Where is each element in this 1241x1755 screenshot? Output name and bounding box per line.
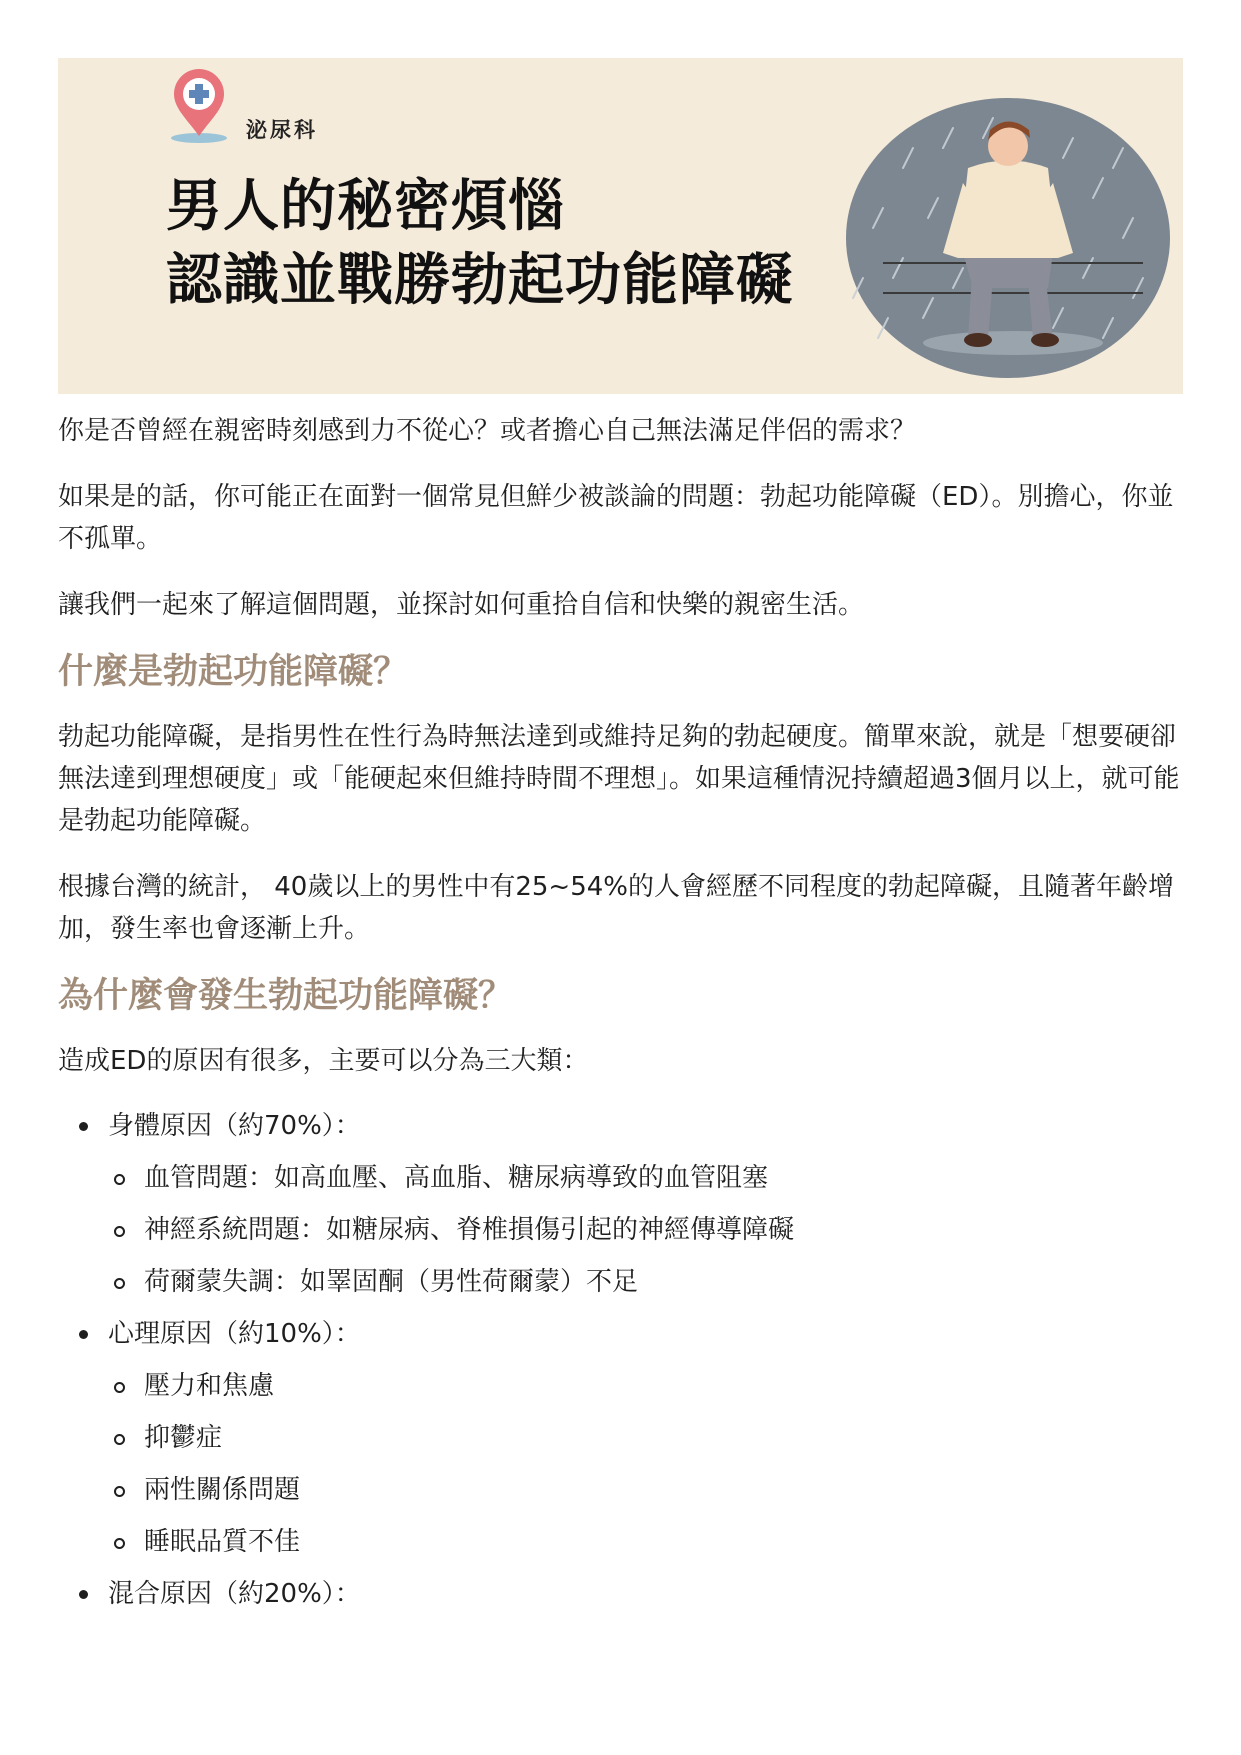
causes-list [58, 1100, 1183, 1620]
section-heading-what-is-ed: 什麼是勃起功能障礙？ [58, 652, 409, 692]
article-body [58, 410, 1183, 1620]
section-heading-why-ed: 為什麼會發生勃起功能障礙？ [58, 976, 514, 1016]
cause-label: 混合原因（約20%）： [108, 1579, 361, 1609]
list-item: 抑鬱症 [108, 1412, 1183, 1464]
causes-intro: 造成ED的原因有很多，主要可以分為三大類： [58, 1046, 589, 1076]
title-line-1: 男人的秘密煩惱 [166, 174, 565, 239]
intro-paragraph-2: 如果是的話，你可能正在面對一個常見但鮮少被談論的問題：勃起功能障礙（ED）。別擔心，你並不孤單。 [58, 482, 1174, 554]
page-title [166, 170, 793, 318]
definition-paragraph: 勃起功能障礙，是指男性在性行為時無法達到或維持足夠的勃起硬度。簡單來說，就是「想要硬卻無法達到理想硬度」或「能硬起來但維持時間不理想」。如果這種情況持續超過3個月以上，就可能是勃起功能障礙。 [58, 722, 1180, 836]
cause-label: 心理原因（約10%）： [108, 1319, 361, 1349]
intro-paragraph-3: 讓我們一起來了解這個問題，並探討如何重拾自信和快樂的親密生活。 [58, 590, 865, 620]
list-item: 血管問題：如高血壓、高血脂、糖尿病導致的血管阻塞 [108, 1152, 1183, 1204]
sub-list [108, 1152, 1183, 1308]
list-item [58, 1308, 1183, 1568]
cause-label: 身體原因（約70%）： [108, 1111, 361, 1141]
list-item [58, 1568, 1183, 1620]
sad-man-in-rain-illustration [843, 88, 1173, 378]
department-label: 泌尿科 [246, 118, 318, 142]
list-item: 睡眠品質不佳 [108, 1516, 1183, 1568]
intro-paragraph-1: 你是否曾經在親密時刻感到力不從心？或者擔心自己無法滿足伴侶的需求？ [58, 416, 917, 446]
statistics-paragraph: 根據台灣的統計， 40歲以上的男性中有25~54%的人會經歷不同程度的勃起障礙，且隨著年齡增加，發生率也會逐漸上升。 [58, 872, 1175, 944]
list-item: 兩性關係問題 [108, 1464, 1183, 1516]
list-item: 神經系統問題：如糖尿病、脊椎損傷引起的神經傳導障礙 [108, 1204, 1183, 1256]
location-pin-medical-cross-icon [166, 66, 236, 146]
sub-list [108, 1360, 1183, 1568]
list-item [58, 1100, 1183, 1308]
list-item: 荷爾蒙失調：如睪固酮（男性荷爾蒙）不足 [108, 1256, 1183, 1308]
header-banner [58, 58, 1183, 394]
title-line-2: 認識並戰勝勃起功能障礙 [166, 248, 793, 313]
list-item: 壓力和焦慮 [108, 1360, 1183, 1412]
